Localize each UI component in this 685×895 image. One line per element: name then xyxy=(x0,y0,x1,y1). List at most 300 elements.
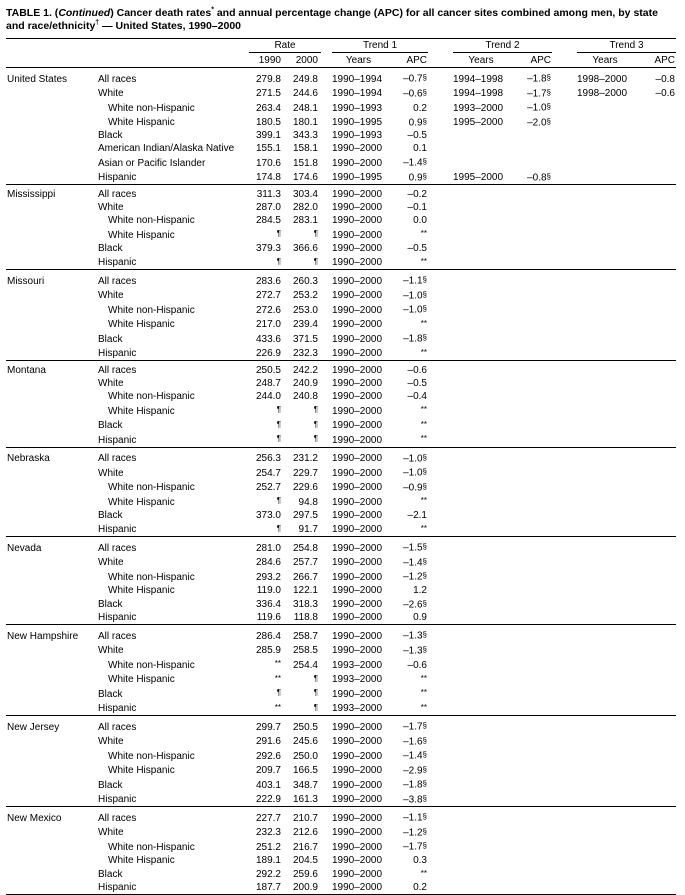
state-name xyxy=(6,569,98,584)
trend1-years: 1990–2000 xyxy=(332,304,383,316)
table-header xyxy=(6,39,676,68)
trend2-years xyxy=(428,155,509,170)
footnote-marker: ** xyxy=(420,702,427,712)
trend3-apc xyxy=(633,807,676,825)
trend3-apc xyxy=(633,270,676,288)
trend1-years: 1990–2000 xyxy=(332,630,383,642)
rate-2000: 343.3 xyxy=(292,130,318,141)
trend1-apc: –3.8§ xyxy=(403,793,427,805)
race-label: All races xyxy=(98,365,137,376)
table-row xyxy=(6,317,676,332)
footnote-marker: § xyxy=(422,333,427,342)
trend3-apc xyxy=(633,170,676,185)
trend1-years: 1990–1994 xyxy=(332,88,383,99)
trend2-years xyxy=(428,748,509,763)
title-text: and annual percentage change (APC) for all cancer sites combined among men, by state and race/ethnicity xyxy=(6,7,658,32)
trend3-apc xyxy=(633,418,676,433)
race-label: Black xyxy=(98,599,123,610)
trend2-apc xyxy=(509,597,552,612)
footnote-marker: § xyxy=(422,779,427,788)
trend2-apc xyxy=(509,716,552,734)
rate-1990: 281.0 xyxy=(255,542,281,554)
race-label: White non-Hispanic xyxy=(108,750,195,762)
rate-2000: 257.7 xyxy=(292,557,318,568)
footnote-marker: ** xyxy=(420,405,427,414)
state-name xyxy=(6,317,98,332)
trend1-years: 1990–2000 xyxy=(332,434,383,446)
rate-2000: 94.8 xyxy=(298,496,318,508)
footnote-marker: ¶ xyxy=(313,434,318,443)
trend1-years: 1990–2000 xyxy=(332,612,383,623)
rate-1990: 271.5 xyxy=(255,88,281,99)
table-row xyxy=(6,418,676,433)
trend3-years xyxy=(552,716,633,734)
trend2-apc xyxy=(509,522,552,537)
table-row xyxy=(6,509,676,522)
state-name xyxy=(6,480,98,495)
rate-1990: 227.7 xyxy=(255,812,281,824)
trend2-years xyxy=(428,716,509,734)
rate-1990 xyxy=(249,701,284,716)
trend3-apc xyxy=(633,867,676,882)
trend3-apc xyxy=(633,625,676,643)
table-row xyxy=(6,377,676,390)
rate-2000 xyxy=(284,227,321,242)
trend3-years xyxy=(552,403,633,418)
footnote-marker: ** xyxy=(274,673,281,683)
state-name xyxy=(6,763,98,778)
trend3-apc xyxy=(633,509,676,522)
trend2-apc xyxy=(509,584,552,597)
trend2-years xyxy=(428,377,509,390)
rate-1990: 291.6 xyxy=(255,736,281,747)
footnote-marker: § xyxy=(422,630,427,639)
rate-1990: 285.9 xyxy=(255,645,281,656)
state-name xyxy=(6,839,98,854)
rate-1990: 286.4 xyxy=(255,630,281,642)
state-name xyxy=(6,701,98,716)
trend1-years: 1990–2000 xyxy=(332,496,383,508)
state-name xyxy=(6,129,98,142)
footnote-marker: § xyxy=(422,735,427,745)
trend3-years xyxy=(552,839,633,854)
trend3-group-header: Trend 3 xyxy=(577,39,676,53)
trend3-years xyxy=(552,346,633,361)
trend1-years: 1990–2000 xyxy=(332,467,383,479)
trend1-apc: –1.6§ xyxy=(403,735,427,747)
trend3-years xyxy=(552,465,633,480)
trend1-years: 1990–2000 xyxy=(332,721,383,733)
table-row xyxy=(6,555,676,570)
rate-1990 xyxy=(249,522,284,537)
state-name: Missouri xyxy=(7,275,45,287)
race-label: Black xyxy=(98,509,123,521)
trend1-apc xyxy=(385,867,428,882)
race-label: White xyxy=(98,557,124,568)
table-row xyxy=(6,255,676,270)
trend2-years xyxy=(428,763,509,778)
rate-1990: 292.6 xyxy=(255,750,281,762)
col-header-2000: 2000 xyxy=(295,55,318,66)
rate-2000: 118.8 xyxy=(293,612,318,623)
footnote-marker: § xyxy=(546,116,551,126)
race-label: White xyxy=(98,827,124,838)
trend2-years: 1995–2000 xyxy=(453,172,504,183)
trend1-apc: 0.0 xyxy=(413,215,427,226)
trend3-years xyxy=(552,763,633,778)
trend2-years xyxy=(428,227,509,242)
footnote-marker: § xyxy=(422,841,427,850)
trend3-apc xyxy=(633,854,676,867)
footnote-marker: ¶ xyxy=(313,405,318,414)
trend3-years xyxy=(552,100,633,115)
footnote-marker: ** xyxy=(420,688,427,697)
trend1-apc: –1.0§ xyxy=(403,289,427,301)
state-name xyxy=(6,867,98,882)
state-block xyxy=(6,185,676,270)
trend2-apc xyxy=(509,227,552,242)
state-name: United States xyxy=(7,73,68,85)
table-row xyxy=(6,346,676,361)
trend1-apc: –1.1§ xyxy=(403,275,427,287)
table-row xyxy=(6,170,676,185)
race-label: White non-Hispanic xyxy=(108,304,195,316)
trend2-years xyxy=(428,270,509,288)
rate-1990: 244.0 xyxy=(255,391,281,402)
state-name: Montana xyxy=(7,365,46,376)
trend3-apc xyxy=(633,129,676,142)
trend2-apc xyxy=(509,839,552,854)
trend1-apc: –0.6 xyxy=(407,659,427,671)
trend3-years xyxy=(552,867,633,882)
trend2-apc xyxy=(509,825,552,840)
trend3-apc xyxy=(633,494,676,509)
footnote-marker: § xyxy=(422,275,427,284)
trend3-apc xyxy=(633,447,676,465)
trend1-years: 1990–2000 xyxy=(332,378,383,389)
trend3-apc xyxy=(633,716,676,734)
table-row xyxy=(6,716,676,734)
footnote-marker: § xyxy=(422,87,427,97)
rate-1990: 252.7 xyxy=(255,482,281,493)
state-name xyxy=(6,597,98,612)
footnote-marker: ** xyxy=(274,702,281,712)
trend2-years xyxy=(428,657,509,672)
rate-2000: 158.1 xyxy=(292,143,318,154)
trend2-apc xyxy=(509,611,552,625)
trend2-years xyxy=(428,317,509,332)
trend3-apc xyxy=(633,480,676,495)
table-row xyxy=(6,270,676,288)
rate-1990 xyxy=(249,418,284,433)
trend2-apc xyxy=(509,643,552,658)
state-name xyxy=(6,611,98,625)
state-name xyxy=(6,170,98,185)
trend1-apc: –1.5§ xyxy=(403,542,427,554)
table-row xyxy=(6,748,676,763)
trend2-years xyxy=(428,465,509,480)
rate-1990 xyxy=(249,227,284,242)
trend3-apc xyxy=(633,100,676,115)
trend1-apc: –0.5 xyxy=(407,242,427,254)
trend3-apc xyxy=(633,185,676,202)
footnote-marker: § xyxy=(422,452,427,462)
rate-1990: 263.4 xyxy=(255,102,281,114)
trend3-years xyxy=(552,201,633,214)
rate-1990: 292.2 xyxy=(255,869,281,880)
trend1-apc xyxy=(385,346,428,361)
rate-1990: 293.2 xyxy=(255,571,281,583)
state-name xyxy=(6,432,98,447)
trend3-years xyxy=(552,701,633,716)
rate-2000: 303.4 xyxy=(292,189,318,200)
race-label: White xyxy=(98,202,124,213)
race-label: White non-Hispanic xyxy=(108,482,195,493)
trend1-apc: –0.2 xyxy=(407,189,427,200)
trend1-apc: –1.7§ xyxy=(403,721,427,733)
state-block xyxy=(6,68,676,185)
race-label: All races xyxy=(98,630,137,642)
col-header-trend3-years: Years xyxy=(592,55,618,66)
footnote-marker: ** xyxy=(420,434,427,443)
trend2-apc xyxy=(509,155,552,170)
rate-2000: 266.7 xyxy=(292,571,318,583)
footnote-marker: ¶ xyxy=(313,702,318,712)
trend1-apc: –1.3§ xyxy=(403,644,427,656)
trend3-apc xyxy=(633,611,676,625)
footnote-marker: ¶ xyxy=(276,405,281,414)
trend2-group-header-cell xyxy=(428,39,552,54)
race-label: All races xyxy=(98,189,137,200)
table-row xyxy=(6,115,676,130)
col-header-trend1-years: Years xyxy=(345,55,372,66)
table-row xyxy=(6,201,676,214)
state-name xyxy=(6,142,98,155)
trend2-years xyxy=(428,584,509,597)
state-name xyxy=(6,346,98,361)
trend1-apc: 0.9§ xyxy=(408,171,427,183)
trend2-years xyxy=(428,555,509,570)
race-label: White xyxy=(98,88,124,99)
race-label: White Hispanic xyxy=(108,674,175,685)
table-title xyxy=(6,7,678,33)
race-label: Hispanic xyxy=(98,434,137,446)
trend1-years: 1990–2000 xyxy=(332,391,383,402)
race-label: Hispanic xyxy=(98,612,137,623)
state-name: Nevada xyxy=(7,542,42,554)
trend1-years: 1990–2000 xyxy=(332,688,383,700)
race-label: White Hispanic xyxy=(108,765,175,776)
trend1-years: 1990–2000 xyxy=(332,779,383,791)
trend3-years xyxy=(552,522,633,537)
race-label: All races xyxy=(98,542,137,554)
trend1-apc: –1.4§ xyxy=(403,750,427,762)
trend2-apc xyxy=(509,201,552,214)
rate-2000: 240.9 xyxy=(292,378,318,389)
trend1-years: 1990–2000 xyxy=(332,257,383,268)
trend2-apc xyxy=(509,792,552,807)
state-name: Nebraska xyxy=(7,453,50,464)
trend3-years xyxy=(552,361,633,378)
rate-2000: 250.0 xyxy=(292,750,318,762)
trend2-apc xyxy=(509,242,552,255)
trend3-years xyxy=(552,672,633,687)
trend1-apc: –2.1 xyxy=(407,509,427,521)
trend1-years: 1990–2000 xyxy=(332,229,383,241)
rate-1990: 272.7 xyxy=(255,290,281,301)
rate-1990: 284.6 xyxy=(255,557,281,568)
trend1-years: 1990–2000 xyxy=(332,599,383,610)
trend1-apc: 0.2 xyxy=(413,882,427,893)
trend2-apc xyxy=(509,763,552,778)
rate-2000: 240.8 xyxy=(292,391,318,402)
state-name xyxy=(6,115,98,130)
table-row xyxy=(6,763,676,778)
trend3-years xyxy=(552,129,633,142)
footnote-marker: § xyxy=(422,116,427,126)
rate-2000: 91.7 xyxy=(298,524,318,535)
trend2-years xyxy=(428,825,509,840)
trend3-apc xyxy=(633,584,676,597)
trend3-years xyxy=(552,509,633,522)
rate-1990: 272.6 xyxy=(255,304,281,316)
trend2-group-header: Trend 2 xyxy=(453,39,552,53)
race-label: White Hispanic xyxy=(108,496,175,508)
table-row xyxy=(6,432,676,447)
rate-1990: 254.7 xyxy=(255,467,281,479)
trend2-years xyxy=(428,129,509,142)
trend3-apc xyxy=(633,825,676,840)
trend3-years xyxy=(552,255,633,270)
trend1-apc: –1.4§ xyxy=(403,556,427,568)
trend2-years xyxy=(428,185,509,202)
footnote-marker: ¶ xyxy=(276,419,281,429)
trend1-years: 1990–1993 xyxy=(332,102,383,114)
trend2-apc xyxy=(509,672,552,687)
rate-2000: 253.2 xyxy=(292,290,318,301)
trend2-apc xyxy=(509,748,552,763)
table-row xyxy=(6,390,676,403)
race-label: Black xyxy=(98,130,123,141)
state-name xyxy=(6,555,98,570)
trend2-years xyxy=(428,418,509,433)
trend2-years xyxy=(428,494,509,509)
trend2-years xyxy=(428,881,509,895)
trend3-years xyxy=(552,302,633,317)
trend2-apc xyxy=(509,432,552,447)
rate-1990: 174.8 xyxy=(255,172,281,183)
race-label: White xyxy=(98,645,124,656)
table-row xyxy=(6,825,676,840)
trend2-apc xyxy=(509,302,552,317)
rate-2000 xyxy=(284,672,321,687)
trend3-group-header-cell xyxy=(552,39,676,54)
footnote-marker: § xyxy=(422,289,427,299)
trend3-years xyxy=(552,317,633,332)
col-header-trend2-years: Years xyxy=(468,55,494,66)
footnote-marker: ** xyxy=(420,419,427,429)
rate-2000: 239.4 xyxy=(292,319,318,330)
footnote-marker: ** xyxy=(420,868,427,878)
footnote-marker: § xyxy=(422,764,427,774)
trend2-years xyxy=(428,611,509,625)
trend2-years xyxy=(428,522,509,537)
trend2-apc xyxy=(509,509,552,522)
trend1-years: 1990–2000 xyxy=(332,215,383,226)
race-label: Black xyxy=(98,688,123,700)
race-label: Black xyxy=(98,333,123,345)
rate-2000: 151.8 xyxy=(292,157,318,169)
trend2-years xyxy=(428,854,509,867)
state-name xyxy=(6,825,98,840)
state-name xyxy=(6,255,98,270)
footnote-marker: § xyxy=(422,73,427,82)
table-row xyxy=(6,155,676,170)
footnote-marker: ** xyxy=(274,659,281,668)
footnote-marker: ¶ xyxy=(313,229,318,238)
trend3-apc xyxy=(633,657,676,672)
rate-2000: 253.0 xyxy=(292,304,318,316)
table-row xyxy=(6,331,676,346)
table-row xyxy=(6,361,676,378)
race-label: Hispanic xyxy=(98,257,137,268)
trend1-years: 1990–2000 xyxy=(332,365,383,376)
trend3-years xyxy=(552,418,633,433)
footnote-marker: ¶ xyxy=(313,673,318,683)
trend3-apc xyxy=(633,242,676,255)
rate-1990: 336.4 xyxy=(255,599,281,610)
state-name xyxy=(6,494,98,509)
state-name xyxy=(6,331,98,346)
footnote-marker: § xyxy=(422,721,427,730)
trend3-years xyxy=(552,734,633,749)
trend1-apc: –1.0§ xyxy=(403,467,427,479)
rate-2000 xyxy=(284,418,321,433)
table-row xyxy=(6,86,676,101)
trend3-apc xyxy=(633,255,676,270)
trend3-apc xyxy=(633,377,676,390)
trend1-years: 1990–2000 xyxy=(332,571,383,583)
rate-1990: 299.7 xyxy=(255,721,281,733)
trend2-years xyxy=(428,480,509,495)
rate-2000: 297.5 xyxy=(292,509,318,521)
trend1-apc: –1.4§ xyxy=(403,157,427,169)
state-name xyxy=(6,657,98,672)
rate-1990: 226.9 xyxy=(255,348,281,359)
trend1-apc xyxy=(385,686,428,701)
trend3-apc xyxy=(633,346,676,361)
trend2-years xyxy=(428,361,509,378)
trend3-apc xyxy=(633,361,676,378)
trend3-years xyxy=(552,854,633,867)
trend2-years xyxy=(428,302,509,317)
trend2-apc xyxy=(509,390,552,403)
trend1-years: 1990–2000 xyxy=(332,143,383,154)
trend3-apc xyxy=(633,331,676,346)
rate-2000: 249.8 xyxy=(292,73,318,85)
trend2-years xyxy=(428,734,509,749)
trend3-apc xyxy=(633,227,676,242)
rate-2000: 200.9 xyxy=(292,882,318,893)
column-header-row xyxy=(6,53,676,68)
footnote-marker: ¶ xyxy=(276,688,281,697)
rate-2000: 318.3 xyxy=(292,599,318,610)
race-column-header xyxy=(98,53,249,68)
trend1-apc: –1.8§ xyxy=(403,779,427,791)
trend1-apc: –0.9§ xyxy=(403,481,427,493)
footnote-marker: § xyxy=(422,481,427,491)
trend3-years xyxy=(552,432,633,447)
